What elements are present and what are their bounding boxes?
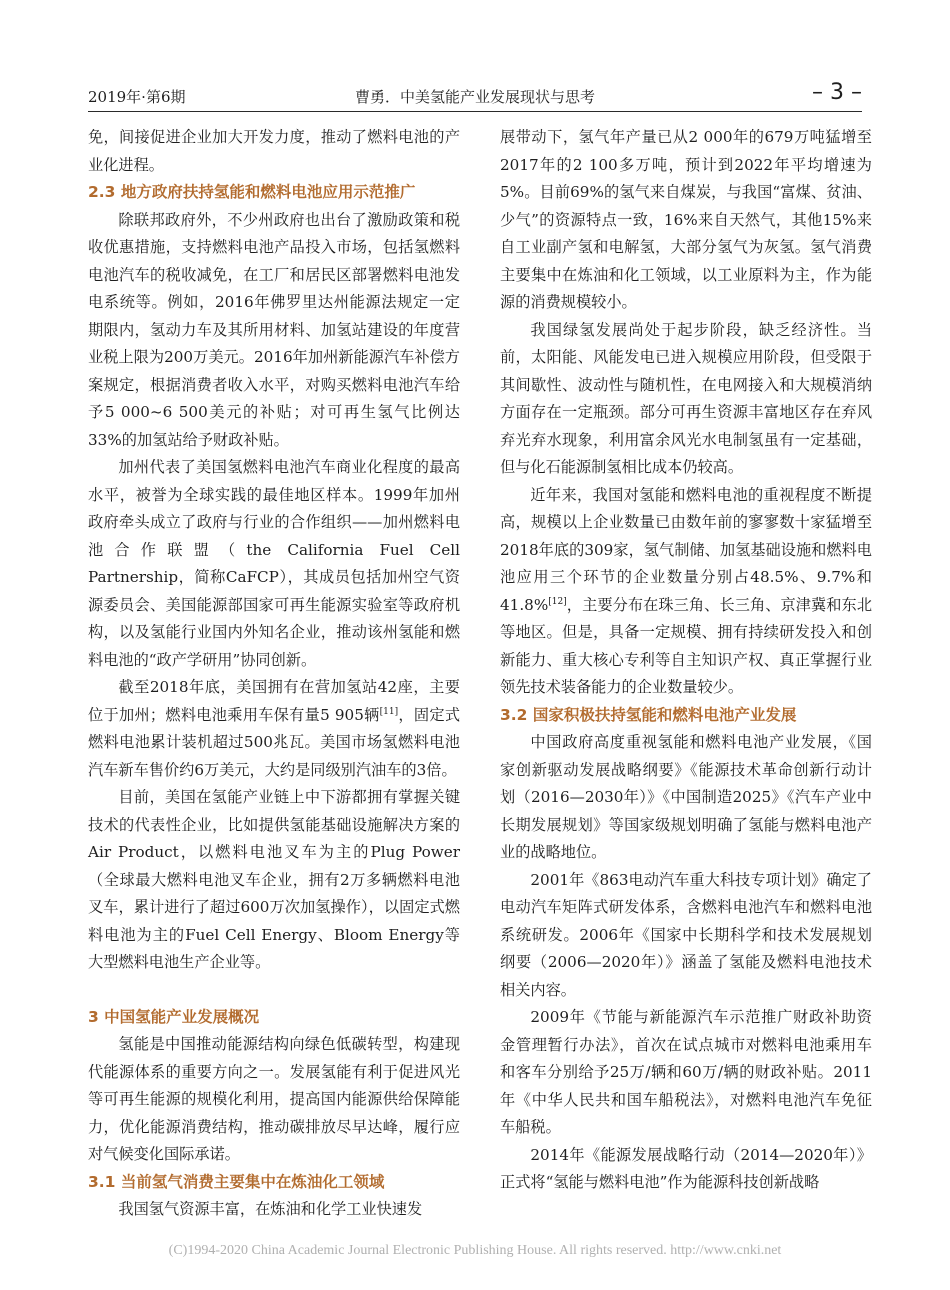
- citation-ref: [11]: [379, 706, 399, 717]
- section-heading-3: 3 中国氢能产业发展概况: [88, 1007, 260, 1026]
- copyright-footer: (C)1994-2020 China Academic Journal Electronic Publishing House. All rights reserved. http://www.cnki.net: [168, 1243, 782, 1258]
- paragraph: 2001年《863电动汽车重大科技专项计划》确定了电动汽车矩阵式研发体系，含燃料电池汽车和燃料电池系统研发。2006年《国家中长期科学和技术发展规划纲要（2006—2020年）》涵盖了氢能及燃料电池技术相关内容。: [500, 870, 872, 999]
- citation-ref: [12]: [548, 596, 567, 607]
- paragraph: 截至2018年底，美国拥有在营加氢站42座，主要位于加州；燃料电池乘用车保有量5 905辆[11]，固定式燃料电池累计装机超过500兆瓦。美国市场氢燃料电池汽车新车售价约6万美元，大约是同级别汽油车的3倍。: [88, 678, 461, 779]
- paragraph: 加州代表了美国氢燃料电池汽车商业化程度的最高水平，被誉为全球实践的最佳地区样本。1999年加州政府牵头成立了政府与行业的合作组织——加州燃料电池合作联盟（the California Fuel Cell Partnership，简称CaFCP），其成员包括加州空气资源委员会、美国能源部国家可再生能源实验室等政府机构，以及氢能行业国内外知名企业，推动该州氢能和燃料电池的“政产学研用”协同创新。: [88, 458, 460, 669]
- paragraph-continued: 展带动下，氢气年产量已从2 000年的679万吨猛增至2017年的2 100多万吨，预计到2022年平均增速为5%。目前69%的氢气来自煤炭，与我国“富煤、贫油、少气”的资源特点一致，16%来自天然气，其他15%来自工业副产氢和电解氢，大部分氢气为灰氢。氢气消费主要集中在炼油和化工领域，以工业原料为主，作为能源的消费规模较小。: [500, 128, 872, 311]
- paragraph: 我国绿氢发展尚处于起步阶段，缺乏经济性。当前，太阳能、风能发电已进入规模应用阶段，但受限于其间歇性、波动性与随机性，在电网接入和大规模消纳方面存在一定瓶颈。部分可再生资源丰富地区存在弃风弃光弃水现象，利用富余风光水电制氢虽有一定基础，但与化石能源制氢相比成本仍较高。: [500, 320, 872, 476]
- paragraph-continued: 免，间接促进企业加大开发力度，推动了燃料电池的产业化进程。: [88, 128, 460, 174]
- paragraph: 目前，美国在氢能产业链上中下游都拥有掌握关键技术的代表性企业，比如提供氢能基础设施解决方案的Air Product，以燃料电池叉车为主的Plug Power（全球最大燃料电池叉车企业，拥有2万多辆燃料电池叉车，累计进行了超过600万次加氢操作），以固定式燃料电池为主的Fuel Cell Energy、Bloom Energy等大型燃料电池生产企业等。: [88, 788, 460, 971]
- section-heading-2-3: 2.3 地方政府扶持氢能和燃料电池应用示范推广: [88, 183, 416, 201]
- paragraph: 近年来，我国对氢能和燃料电池的重视程度不断提高，规模以上企业数量已由数年前的寥寥数十家猛增至2018年底的309家，氢气制储、加氢基础设施和燃料电池应用三个环节的企业数量分别占48.5%、9.7%和41.8%[12]，主要分布在珠三角、长三角、京津冀和东北等地区。但是，具备一定规模、拥有持续研发投入和创新能力、重大核心专利等自主知识产权、真正掌握行业领先技术装备能力的企业数量较少。: [500, 485, 872, 696]
- section-heading-3-1: 3.1 当前氢气消费主要集中在炼油化工领域: [88, 1172, 385, 1191]
- paragraph: 我国氢气资源丰富，在炼油和化学工业快速发: [118, 1200, 423, 1218]
- issue-label: 2019年·第6期: [88, 88, 186, 106]
- left-column: [88, 124, 460, 1224]
- paragraph: 2014年《能源发展战略行动（2014—2020年）》正式将“氢能与燃料电池”作为能源科技创新战略: [500, 1145, 872, 1191]
- page-number: – 3 –: [812, 80, 862, 105]
- article-title: 曹勇．中美氢能产业发展现状与思考: [354, 88, 595, 106]
- paragraph: 2009年《节能与新能源汽车示范推广财政补助资金管理暂行办法》，首次在试点城市对燃料电池乘用车和客车分别给予25万/辆和60万/辆的财政补贴。2011年《中华人民共和国车船税法》，对燃料电池汽车免征车船税。: [500, 1008, 872, 1136]
- paragraph: 中国政府高度重视氢能和燃料电池产业发展，《国家创新驱动发展战略纲要》《能源技术革命创新行动计划（2016—2030年）》《中国制造2025》《汽车产业中长期发展规划》等国家级规划明确了氢能与燃料电池产业的战略地位。: [500, 733, 872, 861]
- running-header: [88, 82, 862, 108]
- paragraph: 除联邦政府外，不少州政府也出台了激励政策和税收优惠措施，支持燃料电池产品投入市场，包括氢燃料电池汽车的税收减免，在工厂和居民区部署燃料电池发电系统等。例如，2016年佛罗里达州能源法规定一定期限内，氢动力车及其所用材料、加氢站建设的年度营业税上限为200万美元。2016年加州新能源汽车补偿方案规定，根据消费者收入水平，对购买燃料电池汽车给予5 000~6 500美元的补贴；对可再生氢气比例达33%的加氢站给予财政补贴。: [88, 210, 460, 449]
- right-column: [500, 124, 872, 1197]
- header-rule: [88, 111, 862, 112]
- section-heading-3-2: 3.2 国家积极扶持氢能和燃料电池产业发展: [500, 705, 797, 724]
- paragraph: 氢能是中国推动能源结构向绿色低碳转型，构建现代能源体系的重要方向之一。发展氢能有利于促进风光等可再生能源的规模化利用，提高国内能源供给保障能力，优化能源消费结构，推动碳排放尽早达峰，履行应对气候变化国际承诺。: [88, 1035, 460, 1163]
